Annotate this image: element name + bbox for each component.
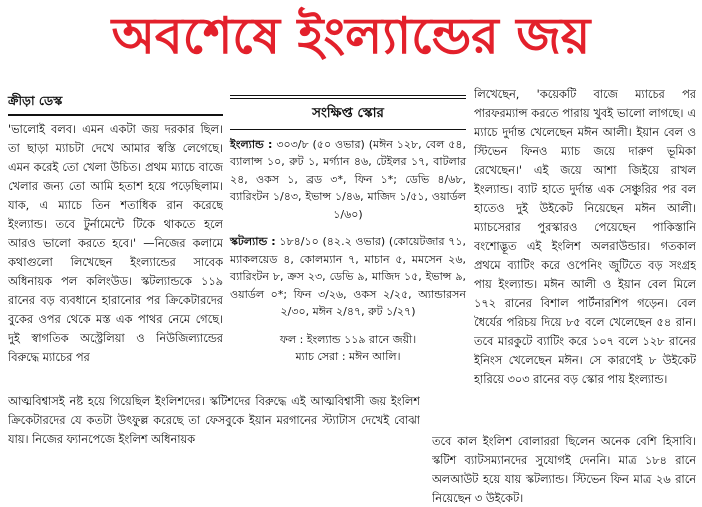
man-of-the-match: ম্যাচ সেরা : মঈন আলি। [295, 350, 401, 363]
byline: ক্রীড়া ডেস্ক [8, 88, 223, 116]
scorecard-scotland [230, 233, 466, 321]
england-score: ৩০৩/৮ (৫০ ওভার) (মঈন ১২৮, বেল ৫৪, ব্যালান্স ১০, রুট ১, মর্গ্যান ৪৬, টেইলর ১৭, বাটলার ২৪, ওকস ১, ব্রড ৩*, ফিন ১*; ডেভি ৪/৬৮, ব্যারিংটন ১/৪৩, ইভান্স ১/৪৬, মাজিদ ১/৫১, ওয়ার্ডল ১/৬০) [230, 137, 466, 221]
scorecard-england [230, 136, 466, 224]
scotland-score: ১৮৪/১০ (৪২.২ ওভার) (কোয়েটজার ৭১, ম্যাকলয়েড ৪, কোলম্যান ৭, মাচান ৫, মমসেন ২৬, ব্যারিংটন ৮, ক্রস ২৩, ডেভি ৯, মাজিদ ১৫, ইভান্স ৯, ওয়ার্ডল ০*; ফিন ৩/২৬, ওকস ২/২৫, অ্যান্ডারসন ২/৩০, মঈন ২/৪৭, রুট ১/২৭) [230, 235, 466, 318]
article-right-column [474, 85, 696, 385]
article-paragraph: 'ভালোই বলব। এমন একটা জয় দরকার ছিল। তা ছাড়া ম্যাচটা দেখে আমার স্বস্তি লেগেছে। এমন করেই তো খেলা উচিত। প্রথম ম্যাচে বাজে খেলার জন্য তো আমি হতাশ হয়ে পড়েছিলাম। যাক, এ ম্যাচে তিন শতাধিক রান করেছে ইংল্যান্ড। তবে টুর্নামেন্টে টিকে থাকতে হলে আরও ভালো করতে হবে।' —নিজের কলামে কথাগুলো লিখেছেন ইংল্যান্ডের সাবেক অধিনায়ক পল কলিংউড। স্কটল্যান্ডকে ১১৯ রানের বড় ব্যবধানে হারানোর পর ক্রিকেটারদের বুকের ওপর থেকে মস্ত এক পাথর নেমে গেছে। দুই স্বাগতিক অস্ট্রেলিয়া ও নিউজিল্যান্ডের বিরুদ্ধে ম্যাচের পর [8, 123, 223, 364]
scorecard-box [230, 95, 466, 390]
article-paragraph: লিখেছেন, 'কয়েকটি বাজে ম্যাচের পর পারফরম্যান্স করতে পারায় খুবই ভালো লাগছে। এ ম্যাচে দুর্দান্ত খেলেছেন মঈন আলী। ইয়ান বেল ও স্টিভেন ফিনও ম্যাচ জয়ে দারুণ ভূমিকা রেখেছেন।' এই জয়ে আশা জিইয়ে রাখল ইংল্যান্ড। ব্যাট হাতে দুর্দান্ত এক সেঞ্চুরির পর বল হাতেও দুই উইকেট নিয়েছেন মঈন আলী। ম্যাচসেরার পুরস্কারও পেয়েছেন পাকিস্তানি বংশোদ্ভূত এই ইংলিশ অলরাউন্ডার। গতকাল প্রথমে ব্যাটিং করে ওপেনিং জুটিতে বড় সংগ্রহ পায় ইংল্যান্ড। মঈন আলী ও ইয়ান বেল মিলে ১৭২ রানের বিশাল পার্টনারশিপ গড়েন। বেল ধৈর্যের পরিচয় দিয়ে ৮৫ বলে খেলেছেন ৫৪ রান। তবে মারকুটে ব্যাটিং করে ১০৭ বলে ১২৮ রানের ইনিংস খেলেছেন মঈন। সে কারণেই ৮ উইকেট হারিয়ে ৩০৩ রানের বড় স্কোর পায় ইংল্যান্ড। [474, 88, 696, 385]
england-label: ইংল্যান্ড : [230, 137, 273, 151]
scorecard-title: সংক্ষিপ্ত স্কোর [230, 95, 466, 130]
article-bottom-right: তবে কাল ইংলিশ বোলাররা ছিলেন অনেক বেশি হিসাবি। স্কটিশ ব্যাটসম্যানদের সুযোগই দেননি। মাত্র ১৮৪ রানে অলআউট হয়ে যায় স্কটল্যান্ড। স্টিভেন ফিন মাত্র ২৬ রানে নিয়েছেন ৩ উইকেট। [432, 435, 696, 504]
article-left-column [8, 120, 223, 390]
headline: অবশেষে ইংল্যান্ডের জয় [111, 6, 591, 65]
article-bottom-left: আত্মবিশ্বাসই নষ্ট হয়ে গিয়েছিল ইংলিশদের। স্কটিশদের বিরুদ্ধে এই আত্মবিশ্বাসী জয় ইংলিশ ক্রিকেটারদের যে কতটা উৎফুল্ল করেছে তা ফেসবুকে ইয়ান মরগানের স্ট্যাটাস দেখেই বোঝা যায়। নিজের ফ্যানপেজে ইংলিশ অধিনায়ক [8, 395, 420, 446]
scotland-label: স্কটল্যান্ড : [230, 235, 276, 248]
match-result: ফল : ইংল্যান্ড ১১৯ রানে জয়ী। [279, 332, 417, 346]
